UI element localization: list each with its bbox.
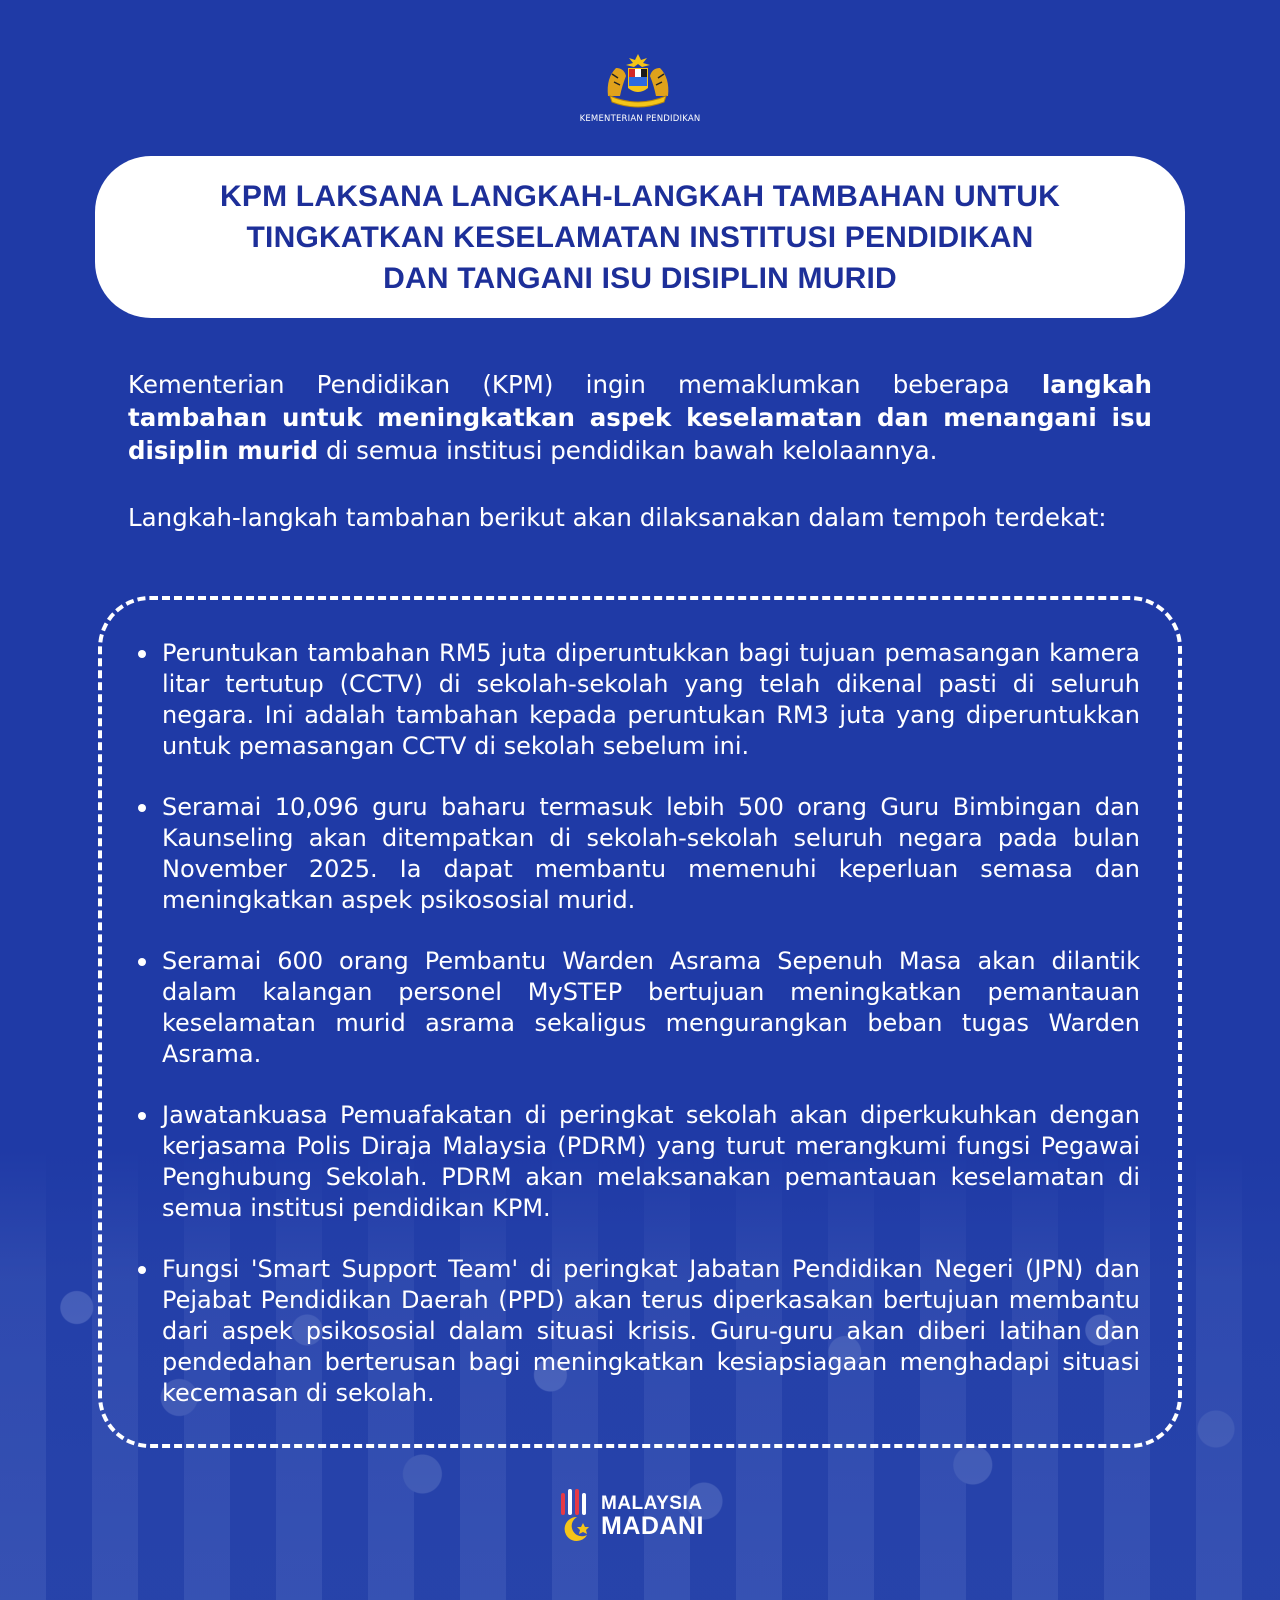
point-text: Peruntukan tambahan RM5 juta diperuntukkan bagi tujuan pemasangan kamera litar tertutup (CCTV) di sekolah-sekolah yang telah dikenal pasti di seluruh negara. Ini adalah tambahan kepada peruntukan RM3 juta yang diperuntukkan untuk pemasangan CCTV di sekolah sebelum ini. xyxy=(162,639,1140,760)
point-text: Seramai 10,096 guru baharu termasuk lebih 500 orang Guru Bimbingan dan Kaunseling akan ditempatkan di sekolah-sekolah seluruh negara pada bulan November 2025. Ia dapat membantu memenuhi keperluan semasa dan meningkatkan aspek psikososial murid. xyxy=(162,793,1140,914)
crest-caption: KEMENTERIAN PENDIDIKAN xyxy=(579,114,701,124)
intro-paragraph-2: Langkah-langkah tambahan berikut akan dilaksanakan dalam tempoh terdekat: xyxy=(128,503,1107,532)
brand-line-1: MALAYSIA xyxy=(601,1493,703,1514)
bullet-icon xyxy=(138,1266,146,1274)
intro-paragraph xyxy=(128,368,1152,467)
coat-of-arms-icon xyxy=(598,52,678,110)
point-text: Seramai 600 orang Pembantu Warden Asrama Sepenuh Masa akan dilantik dalam kalangan personel MySTEP bertujuan meningkatkan pemantauan keselamatan murid asrama sekaligus mengurangkan beban tugas Warden Asrama. xyxy=(162,947,1140,1068)
intro-text-start: Kementerian Pendidikan (KPM) ingin memaklumkan beberapa xyxy=(128,370,1042,399)
bullet-icon xyxy=(138,650,146,658)
title-banner xyxy=(95,156,1185,318)
bullet-icon xyxy=(138,804,146,812)
bullet-icon xyxy=(138,958,146,966)
madani-wordmark xyxy=(601,1493,704,1539)
list-item xyxy=(138,1100,1140,1224)
list-item xyxy=(138,1254,1140,1409)
title-line-1: KPM LAKSANA LANGKAH-LANGKAH TAMBAHAN UNTUK xyxy=(220,179,1060,213)
title-line-3: DAN TANGANI ISU DISIPLIN MURID xyxy=(383,261,897,295)
title-line-2: TINGKATKAN KESELAMATAN INSTITUSI PENDIDIKAN xyxy=(246,220,1034,254)
list-item xyxy=(138,946,1140,1070)
point-text: Fungsi 'Smart Support Team' di peringkat Jabatan Pendidikan Negeri (JPN) dan Pejabat Pendidikan Daerah (PPD) akan terus diperkasakan bertujuan membantu dari aspek psikososial dalam situasi krisis. Guru-guru akan diberi latihan dan pendedahan berterusan bagi meningkatkan kesiapsiagaan menghadapi situasi kecemasan di sekolah. xyxy=(162,1255,1140,1407)
list-item xyxy=(138,638,1140,762)
page-title xyxy=(220,176,1060,299)
intro-text-end: di semua institusi pendidikan bawah kelolaannya. xyxy=(318,436,938,465)
measures-list xyxy=(138,638,1140,1439)
point-text: Jawatankuasa Pemuafakatan di peringkat sekolah akan diperkukuhkan dengan kerjasama Polis Diraja Malaysia (PDRM) yang turut merangkumi fungsi Pegawai Penghubung Sekolah. PDRM akan melaksanakan pemantauan keselamatan di semua institusi pendidikan KPM. xyxy=(162,1101,1140,1222)
madani-mark-icon xyxy=(553,1487,597,1543)
intro-bold-text: langkah tambahan untuk meningkatkan aspek keselamatan dan menangani isu disiplin murid xyxy=(128,370,1152,465)
brand-line-2: MADANI xyxy=(601,1512,704,1540)
malaysia-madani-logo xyxy=(553,1487,733,1543)
bullet-icon xyxy=(138,1112,146,1120)
list-item xyxy=(138,792,1140,916)
